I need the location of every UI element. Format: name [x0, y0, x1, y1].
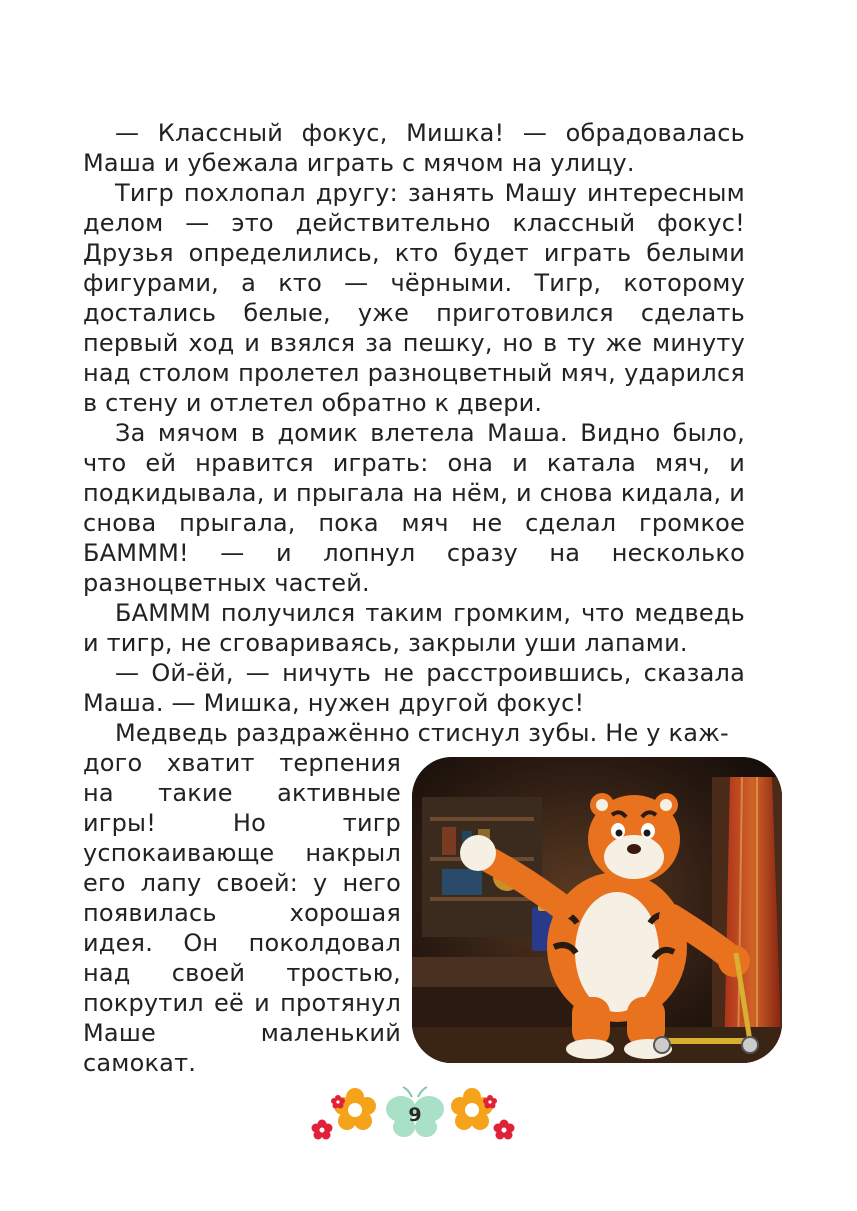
small-flower-icon: [312, 1120, 333, 1140]
small-flower-icon: [483, 1095, 497, 1109]
paragraph-4: БАМММ получился таким громким, что медведь и тигр, не сговариваясь, закрыли уши лапами.: [83, 599, 745, 657]
paragraph-5: — Ой-ёй, — ничуть не расстроившись, сказала Маша. — Мишка, нужен другой фокус!: [83, 659, 745, 717]
paragraph-2: Тигр похлопал другу: занять Машу интересным делом — это действительно классный фокус! Друзья определились, кто будет играть белыми фигурами, а кто — чёрными. Тигр, которому достались белые, уже приготовился сделать первый ход и взялся за пешку, но в ту же минуту над столом пролетел разноцветный мяч, ударился в стену и отлетел обратно к двери.: [83, 179, 745, 417]
page-number: 9: [408, 1104, 422, 1126]
illustration-tiger-scooter: [412, 757, 782, 1063]
wrapped-text-column: дого хватит терпения на такие активные игры! Но тигр успокаивающе накрыл его лапу своей: у него появилась хорошая идея. Он поколдовал над своей тростью, покрутил её и протянул Маше маленький самокат.: [83, 749, 401, 1077]
main-text: [83, 118, 745, 748]
paragraph-3: За мячом в домик влетела Маша. Видно было, что ей нравится играть: она и катала мяч, и подкидывала, и прыгала на нём, и снова кидала, и снова прыгала, пока мяч не сделал громкое БАМММ! — и лопнул сразу на несколько разноцветных частей.: [83, 419, 745, 597]
page-footer: [300, 1082, 530, 1152]
flower-icon: [451, 1088, 493, 1130]
tiger-scene-image: [412, 757, 782, 1063]
small-flower-icon: [494, 1120, 515, 1140]
paragraph-6: Медведь раздражённо стиснул зубы. Не у каж-: [115, 719, 729, 747]
paragraph-1: — Классный фокус, Мишка! — обрадовалась Маша и убежала играть с мячом на улицу.: [83, 119, 745, 177]
flower-icon: [334, 1088, 376, 1130]
